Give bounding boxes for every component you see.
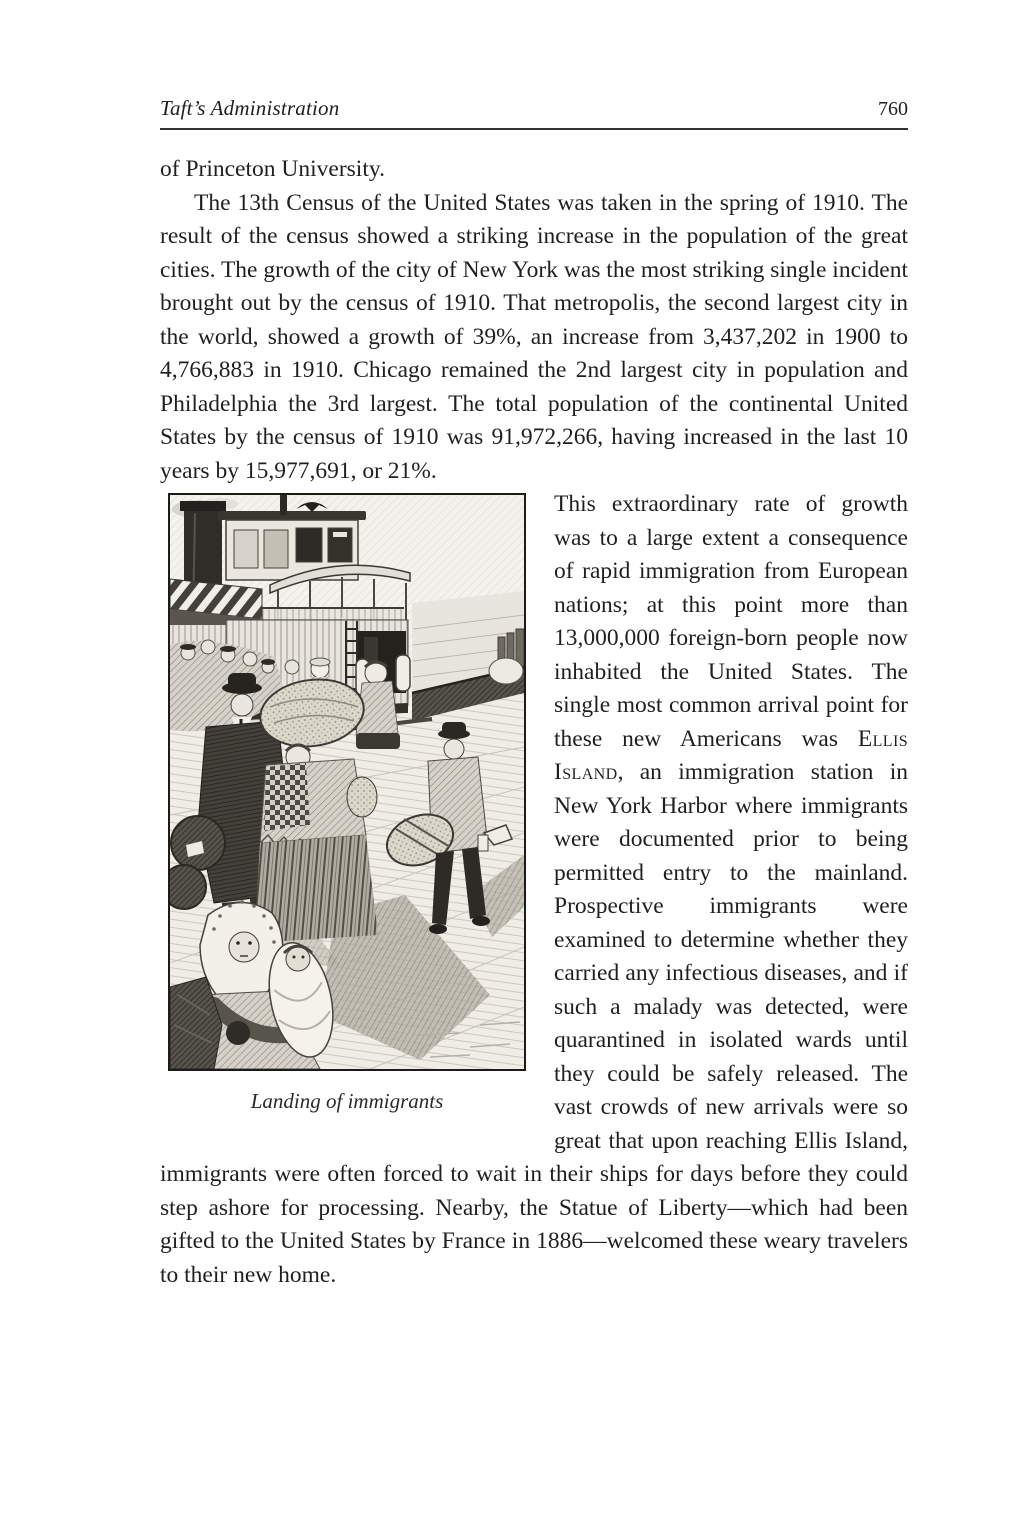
immigration-paragraph-text-a: This extraordinary rate of growth was to a large extent a consequence of rapid immigration from European nations; at this point more than 13,000,000 foreign-born people now inhabited the United States. The single most common arrival point for these new Americans was: [554, 491, 908, 752]
ellis-island-smallcaps: Ellis Island: [554, 725, 908, 785]
woman-with-head-bundle: [254, 673, 378, 943]
immigration-paragraph-text-b: , an immigration station in New York Harbor where immigrants were documented prior to being permitted entry to the mainland. Prospective immigrants were examined to determine whether they carried any infectious diseases, and if such a malady was detected, were quarantined in isolated wards until they could be safely released. The vast crowds of new arrivals were so great that upon reaching Ellis Island, immigrants were often forced to wait in their ships for days before they could step ashore for processing. Nearby, the Statue of Liberty—which had been gifted to the United States by France in 1886—welcomed these weary travelers to their new home.: [160, 759, 908, 1288]
census-paragraph: The 13th Census of the United States was taken in the spring of 1910. The result of the census showed a striking increase in the population of the great cities. The growth of the city of New York was the most striking single incident brought out by the census of 1910. That metropolis, the second largest city in the world, showed a growth of 39%, an increase from 3,437,202 in 1900 to 4,766,883 in 1910. Chicago remained the 2nd largest city in population and Philadelphia the 3rd largest. The total population of the continental United States by the census of 1910 was 91,972,266, having increased in the last 10 years by 15,977,691, or 21%.: [160, 189, 908, 484]
page-number: 760: [878, 98, 908, 120]
header-rule: [160, 128, 908, 130]
immigrants-engraving: [168, 493, 526, 1071]
luggage-bundle-distant: [489, 658, 523, 684]
immigrants-figure: [168, 493, 526, 1119]
figure-caption: Landing of immigrants: [250, 1089, 444, 1113]
page-header: [160, 96, 908, 121]
running-title: Taft’s Administration: [160, 96, 340, 120]
landing-engraving-scene: [170, 495, 524, 1069]
bollard: [396, 655, 410, 691]
paragraph-continuation: of Princeton University.: [160, 156, 385, 182]
page-body: [160, 153, 908, 1292]
